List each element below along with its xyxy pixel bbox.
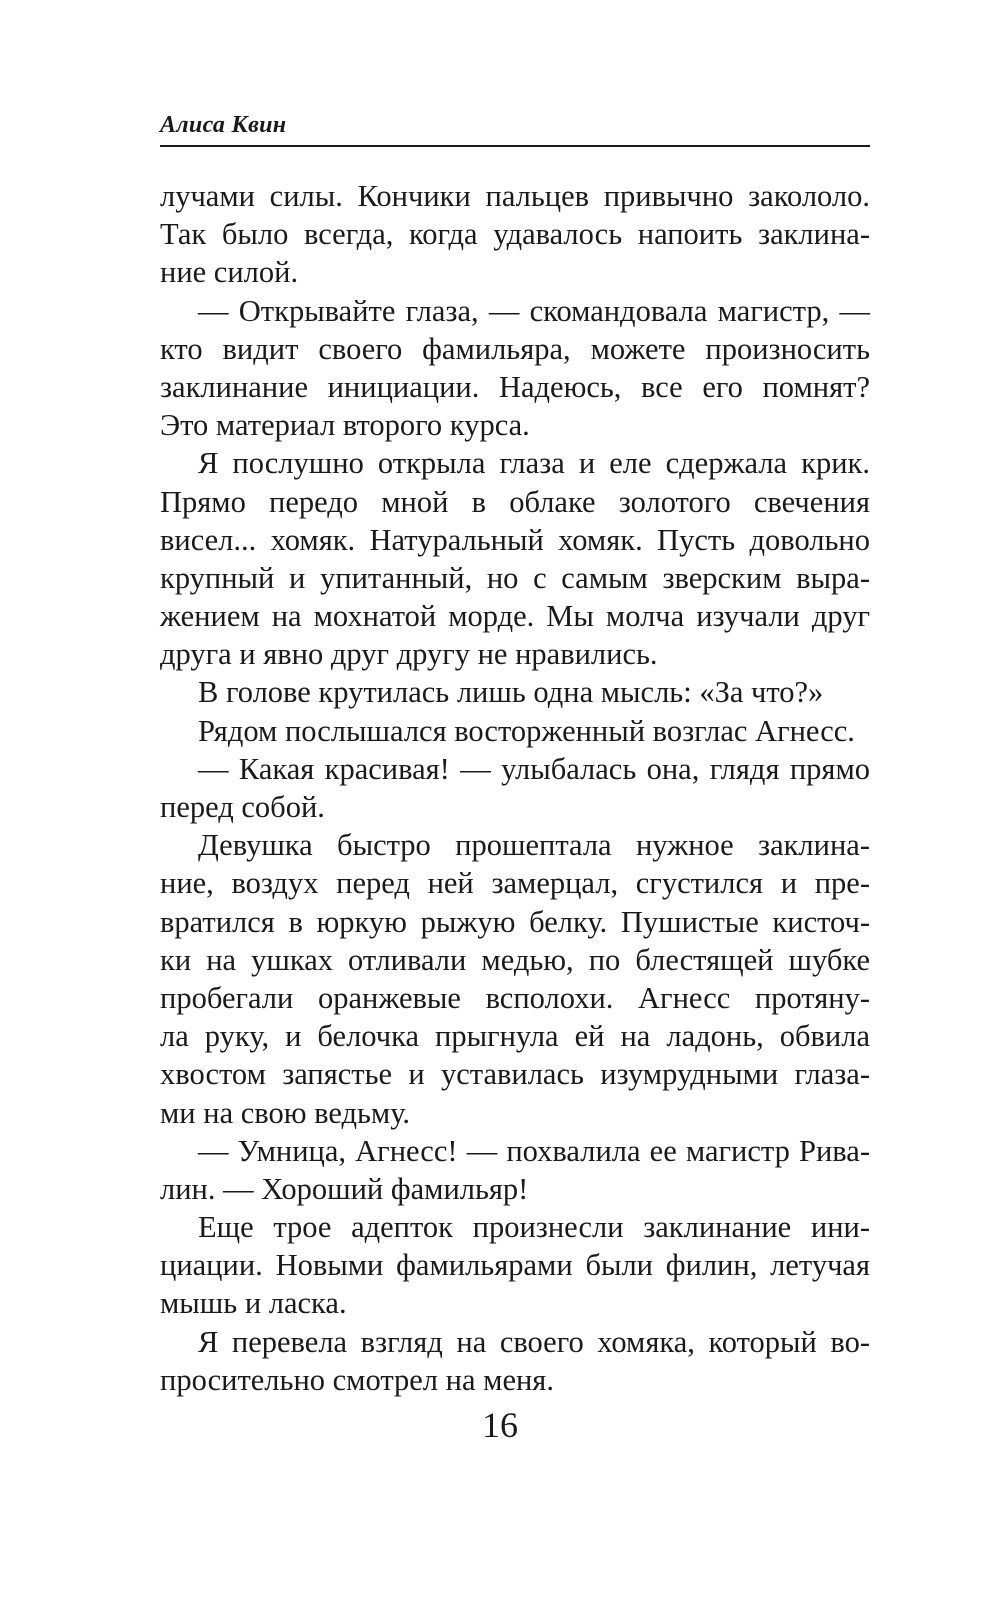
text-line: пробегали оранжевые всполохи. Агнесс протяну- xyxy=(160,980,870,1015)
text-line: Я послушно открыла глаза и еле сдержала крик. xyxy=(198,446,870,481)
text-line: — Открывайте глаза, — скомандовала магистр, — xyxy=(198,293,870,328)
text-line: ние силой. xyxy=(160,255,299,290)
text-line: просительно смотрел на меня. xyxy=(160,1362,554,1397)
text-line: кто видит своего фамильяра, можете произносить xyxy=(160,331,870,366)
running-head-author: Алиса Квин xyxy=(160,112,287,138)
text-line: лин. — Хороший фамильяр! xyxy=(160,1171,529,1206)
text-line: ки на ушках отливали медью, по блестящей шубке xyxy=(160,942,870,977)
text-line: перед собой. xyxy=(160,790,325,824)
text-line: Так было всегда, когда удавалось напоить заклина- xyxy=(160,217,870,252)
text-line: — Умница, Агнесс! — похвалила ее магистр Рива- xyxy=(198,1133,870,1168)
header-rule xyxy=(160,145,870,147)
text-line: Я перевела взгляд на своего хомяка, который во- xyxy=(198,1324,870,1359)
text-line: висел... хомяк. Натуральный хомяк. Пусть довольно xyxy=(160,522,870,557)
page-number: 16 xyxy=(482,1405,518,1445)
text-line: крупный и упитанный, но с самым зверским выра- xyxy=(160,560,870,595)
text-line: Прямо передо мной в облаке золотого свечения xyxy=(160,484,870,519)
text-line: Рядом послышался восторженный возглас Агнесс. xyxy=(198,713,855,748)
text-line: Девушка быстро прошептала нужное заклина- xyxy=(198,828,870,863)
text-line: лучами силы. Кончики пальцев привычно закололо. xyxy=(160,179,870,213)
text-line: ла руку, и белочка прыгнула ей на ладонь, обвила xyxy=(160,1019,870,1054)
text-line: жением на мохнатой морде. Мы молча изучали друг xyxy=(160,599,870,634)
text-line: мышь и ласка. xyxy=(160,1286,347,1321)
text-line: В голове крутилась лишь одна мысль: «За что?» xyxy=(198,675,824,710)
text-line: друга и явно друг другу не нравились. xyxy=(160,637,658,672)
text-line: хвостом запястье и уставилась изумрудными глаза- xyxy=(160,1057,870,1092)
text-line: ми на свою ведьму. xyxy=(160,1095,411,1130)
text-line: — Какая красивая! — улыбалась она, глядя прямо xyxy=(198,751,870,786)
text-line: Это материал второго курса. xyxy=(160,408,530,443)
text-line: ние, воздух перед ней замерцал, сгустился и пре- xyxy=(160,866,870,901)
text-line: Еще трое адепток произнесли заклинание ини- xyxy=(198,1210,870,1245)
text-line: вратился в юркую рыжую белку. Пушистые кисточ- xyxy=(160,904,870,939)
body-text xyxy=(160,177,870,1399)
text-line: заклинание инициации. Надеюсь, все его помнят? xyxy=(160,369,870,404)
text-line: циации. Новыми фамильярами были филин, летучая xyxy=(160,1248,870,1283)
